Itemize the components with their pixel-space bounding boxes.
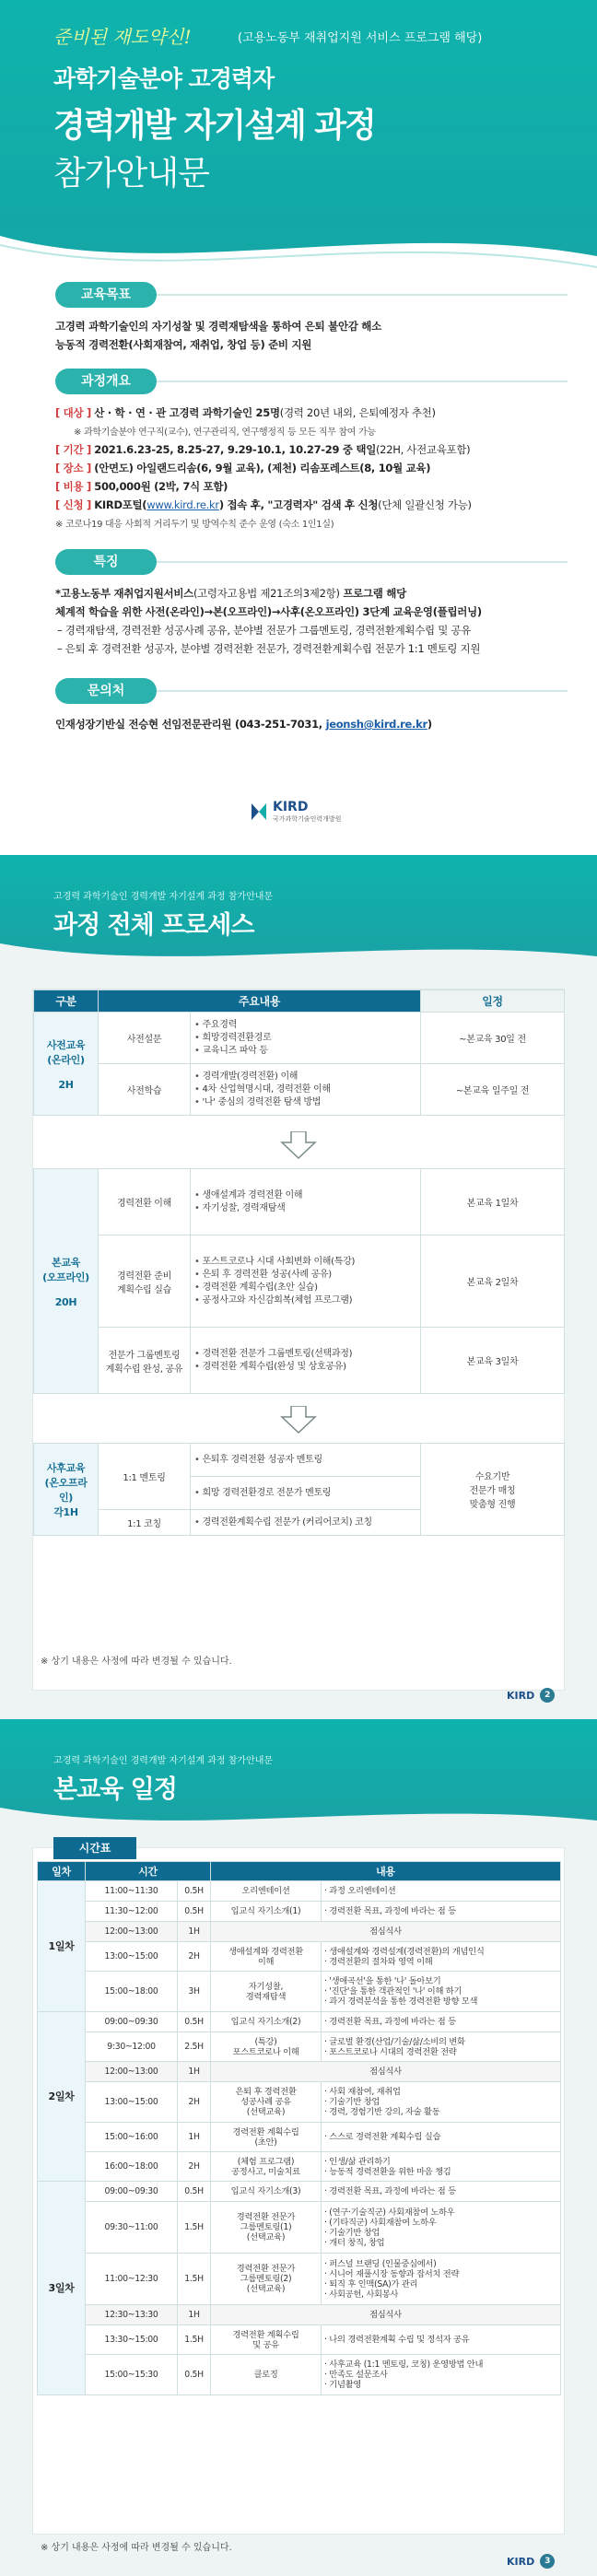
section-label-features: 특징 xyxy=(55,549,157,575)
col-header: 내용 xyxy=(211,1862,561,1881)
hours-cell: 1H xyxy=(178,1922,211,1942)
content-line: · 사후교육 (1:1 멘토링, 코칭) 운영방법 안내 xyxy=(324,2359,484,2370)
wave-decoration xyxy=(0,934,597,971)
page-cover xyxy=(0,0,597,855)
schedule-row xyxy=(38,2123,561,2152)
content-line: · 과거 경력분석을 통한 경력전환 방향 모색 xyxy=(324,1996,478,2007)
page-kicker: 고경력 과학기술인 경력개발 자기설계 과정 참가안내문 xyxy=(53,1756,274,1766)
content-line: · 사회공헌, 사회봉사 xyxy=(324,2289,399,2300)
script-title: 준비된 재도약신! xyxy=(53,26,192,48)
kird-mark-icon xyxy=(249,802,269,822)
time-cell: 15:00~18:00 xyxy=(86,1972,178,2012)
schedule-row xyxy=(38,2182,561,2202)
content-line: · 퍼스널 브랜딩 (인물중심에서) xyxy=(324,2258,437,2269)
down-arrow-icon xyxy=(280,1406,317,1434)
schedule-row xyxy=(38,2082,561,2123)
time-cell: 11:00~11:30 xyxy=(86,1881,178,1902)
content-line: · 나의 경력전환계획 수립 및 정석자 공유 xyxy=(324,2335,470,2345)
topic-cell: (특강) 포스트코로나 이해 xyxy=(211,2032,322,2062)
stage-content: • 경력전환계획수립 전문가 (커리어코치) 코칭 xyxy=(191,1510,421,1536)
divider xyxy=(157,561,568,563)
content-line: · '진단'을 통한 객관적인 '나' 이해 하기 xyxy=(324,1986,462,1996)
hours-cell: 3H xyxy=(178,1972,211,2012)
hours-cell: 1.5H xyxy=(178,2254,211,2305)
change-note: ※ 상기 내용은 사정에 따라 변경될 수 있습니다. xyxy=(41,1657,232,1667)
topic-cell: 입교식 자기소개(3) xyxy=(211,2182,322,2202)
stage-schedule: 수요기반 전문가 매칭 맞춤형 진행 xyxy=(421,1444,565,1536)
topic-cell: 오리엔테이션 xyxy=(211,1881,322,1902)
hours-cell: 0.5H xyxy=(178,2012,211,2032)
stage-item: 1:1 멘토링 xyxy=(99,1444,191,1510)
stage-content: • 경력개발(경력전환) 이해 • 4차 산업혁명시대, 경력전환 이해 • '나' 중심의 경력전환 탐색 방법 xyxy=(191,1064,421,1116)
feature-line: – 은퇴 후 경력전환 성공자, 분야별 경력전환 전문가, 경력전환계획수립 전문가 1:1 멘토링 지원 xyxy=(57,642,481,655)
col-header: 일차 xyxy=(38,1862,86,1881)
col-header: 시간 xyxy=(86,1862,211,1881)
content-line: · 기술기반 창업 xyxy=(324,2227,380,2238)
hours-cell: 2.5H xyxy=(178,2032,211,2062)
divider xyxy=(157,690,568,692)
content-line: · (연구·기술직군) 사회재참여 노하우 xyxy=(324,2207,455,2218)
col-header: 주요내용 xyxy=(99,990,421,1013)
hours-cell: 1H xyxy=(178,2062,211,2082)
content-line: · 스스로 경력전환 계획수립 실습 xyxy=(324,2132,441,2142)
schedule-row xyxy=(38,2032,561,2062)
stage-schedule: ~본교육 일주일 전 xyxy=(421,1064,565,1116)
content-line: · 기술기반 창업 xyxy=(324,2097,380,2107)
goal-line: 고경력 과학기술인의 자기성찰 및 경력재탐색을 통하여 은퇴 불안감 해소 xyxy=(55,320,381,333)
content-line: · 퇴직 후 인맥(SA)가 관리 xyxy=(324,2278,418,2289)
stage-item: 사전설문 xyxy=(99,1013,191,1064)
content-line: · 생애설계와 경력설계(경력전환)의 개념인식 xyxy=(324,1946,485,1957)
feature-line: 체계적 학습을 위한 사전(온라인)→본(오프라인)→사후(온오프라인) 3단계 교육운영(플립러닝) xyxy=(55,605,482,618)
page-title: 과정 전체 프로세스 xyxy=(53,911,254,940)
content-cell xyxy=(322,1972,561,2012)
topic-cell: 생애설계와 경력전환 이해 xyxy=(211,1942,322,1972)
schedule-hero xyxy=(0,1719,597,1830)
stage-schedule: 본교육 3일차 xyxy=(421,1328,565,1394)
content-cell xyxy=(322,1942,561,1972)
topic-cell: 자기성찰, 경력재탐색 xyxy=(211,1972,322,2012)
time-cell: 12:00~13:00 xyxy=(86,2062,178,2082)
content-line: · '생애곡선'을 통한 '나' 돌아보기 xyxy=(324,1976,441,1986)
overview-cost: [ 비용 ] 500,000원 (2박, 7식 포함) xyxy=(55,480,228,493)
content-line: · 경력, 경험기반 강의, 자술 활동 xyxy=(324,2107,440,2117)
divider xyxy=(157,294,568,296)
stage-item: 사전학습 xyxy=(99,1064,191,1116)
topic-cell: 입교식 자기소개(2) xyxy=(211,2012,322,2032)
topic-cell: 경력전환 계획수립 및 공유 xyxy=(211,2325,322,2355)
lunch-cell: 점심식사 xyxy=(211,1922,561,1942)
time-cell: 16:00~18:00 xyxy=(86,2152,178,2182)
content-cell xyxy=(322,2012,561,2032)
stage-item: 전문가 그룹멘토링 계획수립 완성, 공유 xyxy=(99,1328,191,1394)
stage-content: • 경력전환 전문가 그룹멘토링(선택과정) • 경력전환 계획수립(완성 및 상호공유) xyxy=(191,1328,421,1394)
stage-content: • 생애설계과 경력전환 이해 • 자기성찰, 경력재탐색 xyxy=(191,1169,421,1235)
overview-apply: [ 신청 ] KIRD포털(www.kird.re.kr) 접속 후, "고경력자" 검색 후 신청(단체 일괄신청 가능) xyxy=(55,498,472,511)
stage-content: • 은퇴후 경력전환 성공자 멘토링 xyxy=(191,1444,421,1477)
content-cell xyxy=(322,2182,561,2202)
kird-logo: KIRD 국가과학기술인력개발원 xyxy=(249,800,341,824)
topic-cell: 클로징 xyxy=(211,2355,322,2395)
content-line: · 글로벌 환경(산업/기술/삶/소비의 변화 xyxy=(324,2036,465,2047)
topic-cell: 경력전환 계획수립 (초안) xyxy=(211,2123,322,2152)
content-line: · 기념촬영 xyxy=(324,2380,362,2390)
content-line: · 인생/삶 관리하기 xyxy=(324,2156,391,2167)
hours-cell: 2H xyxy=(178,2082,211,2123)
topic-cell: 경력전환 전문가 그룹멘토링(1) (선택교육) xyxy=(211,2202,322,2254)
section-label-contact: 문의처 xyxy=(55,678,157,704)
section-label-overview: 과정개요 xyxy=(55,369,157,394)
content-line: · 포스트코로나 시대의 경력전환 전략 xyxy=(324,2046,457,2057)
section-label-goal: 교육목표 xyxy=(55,282,157,308)
stage-item: 1:1 코칭 xyxy=(99,1510,191,1536)
schedule-row xyxy=(38,2152,561,2182)
schedule-row xyxy=(38,2305,561,2325)
hours-cell: 0.5H xyxy=(178,2355,211,2395)
schedule-row xyxy=(38,1972,561,2012)
lunch-cell: 점심식사 xyxy=(211,2305,561,2325)
stage-schedule: 본교육 1일차 xyxy=(421,1169,565,1235)
time-cell: 13:00~15:00 xyxy=(86,1942,178,1972)
time-cell: 12:30~13:30 xyxy=(86,2305,178,2325)
hours-cell: 2H xyxy=(178,2152,211,2182)
page-process xyxy=(0,855,597,1719)
content-cell xyxy=(322,2032,561,2062)
day-cell: 1일차 xyxy=(38,1881,86,2012)
schedule-row xyxy=(38,2355,561,2395)
hours-cell: 0.5H xyxy=(178,1902,211,1922)
stage-schedule: 본교육 2일차 xyxy=(421,1235,565,1328)
hours-cell: 1.5H xyxy=(178,2202,211,2254)
feature-line: *고용노동부 재취업지원서비스(고령자고용법 제21조의3제2항) 프로그램 해당 xyxy=(55,587,406,600)
content-line: · 능동적 경력전환을 위한 마음 챙김 xyxy=(324,2166,451,2177)
schedule-row xyxy=(38,2325,561,2355)
hours-cell: 2H xyxy=(178,1942,211,1972)
hours-cell: 1H xyxy=(178,2305,211,2325)
title-line2: 경력개발 자기설계 과정 xyxy=(53,107,375,145)
feature-line: – 경력재탐색, 경력전환 성공사례 공유, 분야별 전문가 그룹멘토링, 경력전환계획수립 및 공유 xyxy=(57,624,472,637)
schedule-table xyxy=(37,1861,560,2395)
page-number: 2 xyxy=(540,1688,555,1703)
hours-cell: 0.5H xyxy=(178,2182,211,2202)
overview-period: [ 기간 ] 2021.6.23-25, 8.25-27, 9.29-10.1, 10.27-29 중 택일(22H, 사전교육포함) xyxy=(55,443,471,456)
content-line: · 경력전환의 절차와 영역 이해 xyxy=(324,1956,433,1967)
time-cell: 15:00~16:00 xyxy=(86,2123,178,2152)
overview-place: [ 장소 ] (안면도) 아일랜드리솜(6, 9월 교육), (제천) 리솜포레스트(8, 10월 교육) xyxy=(55,462,431,474)
schedule-row xyxy=(38,1922,561,1942)
content-line: · 사회 재참여, 재취업 xyxy=(324,2087,401,2097)
page-footer: KIRD 3 xyxy=(507,2554,555,2569)
content-cell xyxy=(322,1881,561,1902)
schedule-row xyxy=(38,1902,561,1922)
schedule-row xyxy=(38,2202,561,2254)
time-cell: 11:00~12:30 xyxy=(86,2254,178,2305)
page-title: 본교육 일정 xyxy=(53,1775,177,1804)
goal-line: 능동적 경력전환(사회재참여, 재취업, 창업 등) 준비 지원 xyxy=(55,338,312,351)
timetable-tab: 시간표 xyxy=(53,1837,136,1859)
lunch-cell: 점심식사 xyxy=(211,2062,561,2082)
contact-line: 인재성장기반실 전승현 선임전문관리원 (043-251-7031, jeonsh@kird.re.kr) xyxy=(55,718,432,731)
portal-link[interactable]: www.kird.re.kr xyxy=(146,498,219,511)
script-subtitle: (고용노동부 재취업지원 서비스 프로그램 해당) xyxy=(238,31,483,45)
content-cell xyxy=(322,2082,561,2123)
time-cell: 9:30~12:00 xyxy=(86,2032,178,2062)
time-cell: 13:00~15:00 xyxy=(86,2082,178,2123)
schedule-rows xyxy=(38,1881,561,2395)
content-line: · 과정 오리엔테이션 xyxy=(324,1886,396,1896)
process-hero xyxy=(0,855,597,966)
title-line3: 참가안내문 xyxy=(53,155,209,193)
content-line: · 시니어 재풀시장 동향과 잡서치 전략 xyxy=(324,2268,460,2279)
content-line: · 경력전환 목표, 과정에 바라는 점 등 xyxy=(324,2186,456,2196)
hours-cell: 0.5H xyxy=(178,1881,211,1902)
divider xyxy=(157,381,568,382)
schedule-row xyxy=(38,1942,561,1972)
stage-content: • 주요경력 • 희망경력전환경로 • 교육니즈 파악 등 xyxy=(191,1013,421,1064)
process-table xyxy=(33,989,564,1116)
stage-item: 경력전환 이해 xyxy=(99,1169,191,1235)
schedule-row xyxy=(38,2062,561,2082)
stage-post: 사후교육 (온오프라인) 각1H xyxy=(34,1444,99,1536)
stage-main: 본교육 (오프라인) 20H xyxy=(34,1169,99,1394)
stage-item: 경력전환 준비 계획수립 실습 xyxy=(99,1235,191,1328)
content-line: · 경력전환 목표, 과정에 바라는 점 등 xyxy=(324,1906,456,1916)
topic-cell: 경력전환 전문가 그룹멘토링(2) (선택교육) xyxy=(211,2254,322,2305)
content-cell xyxy=(322,2254,561,2305)
overview-target-note: ※ 과학기술분야 연구직(교수), 연구관리직, 연구행정직 등 모든 직무 참여 가능 xyxy=(74,427,376,438)
col-header: 일정 xyxy=(421,990,565,1013)
schedule-row xyxy=(38,1881,561,1902)
content-cell xyxy=(322,2123,561,2152)
stage-schedule: ~본교육 30일 전 xyxy=(421,1013,565,1064)
content-line: · 경력전환 목표, 과정에 바라는 점 등 xyxy=(324,2017,456,2027)
stage-pre: 사전교육 (온라인) 2H xyxy=(34,1013,99,1116)
stage-content: • 희망 경력전환경로 전문가 멘토링 xyxy=(191,1477,421,1510)
content-line: · (기타직군) 사회재참여 노하우 xyxy=(324,2217,437,2228)
wave-decoration xyxy=(0,217,597,282)
schedule-row xyxy=(38,2012,561,2032)
covid-note: ※ 코로나19 대응 사회적 거리두기 및 방역수칙 준수 운영 (숙소 1인1실) xyxy=(55,520,334,530)
time-cell: 09:00~09:30 xyxy=(86,2012,178,2032)
change-note: ※ 상기 내용은 사정에 따라 변경될 수 있습니다. xyxy=(41,2543,232,2553)
page-footer: KIRD 2 xyxy=(507,1688,555,1703)
page-kicker: 고경력 과학기술인 경력개발 자기설계 과정 참가안내문 xyxy=(53,892,274,902)
hours-cell: 1.5H xyxy=(178,2325,211,2355)
day-cell: 2일차 xyxy=(38,2012,86,2182)
topic-cell: 은퇴 후 경력전환 성공사례 공유 (선택교육) xyxy=(211,2082,322,2123)
page-number: 3 xyxy=(540,2554,555,2569)
hours-cell: 1H xyxy=(178,2123,211,2152)
wave-decoration xyxy=(0,1798,597,1835)
stage-content: • 포스트코로나 시대 사회변화 이해(특강) • 은퇴 후 경력전환 성공(사례 공유) • 경력전환 계획수립(초안 실습) • 공정사고와 자신감회복(체험 프로그램) xyxy=(191,1235,421,1328)
content-line: · 만족도 설문조사 xyxy=(324,2370,388,2380)
topic-cell: 입교식 자기소개(1) xyxy=(211,1902,322,1922)
time-cell: 11:30~12:00 xyxy=(86,1902,178,1922)
time-cell: 12:00~13:00 xyxy=(86,1922,178,1942)
title-line1: 과학기술분야 고경력자 xyxy=(53,65,275,92)
process-table-post xyxy=(33,1443,564,1536)
time-cell: 13:30~15:00 xyxy=(86,2325,178,2355)
overview-target: [ 대상 ] 산 · 학 · 연 · 관 고경력 과학기술인 25명(경력 20년 내외, 은퇴예정자 추천) xyxy=(55,406,436,419)
page-schedule xyxy=(0,1719,597,2576)
content-cell xyxy=(322,2152,561,2182)
topic-cell: (체험 프로그램) 공정사고, 미술치료 xyxy=(211,2152,322,2182)
content-cell xyxy=(322,2202,561,2254)
time-cell: 15:00~15:30 xyxy=(86,2355,178,2395)
content-line: · 개터 창직, 창업 xyxy=(324,2237,385,2248)
col-header: 구분 xyxy=(34,990,99,1013)
contact-email-link[interactable]: jeonsh@kird.re.kr xyxy=(325,718,427,731)
schedule-row xyxy=(38,2254,561,2305)
process-table-main xyxy=(33,1168,564,1394)
content-cell xyxy=(322,2355,561,2395)
time-cell: 09:30~11:00 xyxy=(86,2202,178,2254)
day-cell: 3일차 xyxy=(38,2182,86,2395)
content-cell xyxy=(322,2325,561,2355)
time-cell: 09:00~09:30 xyxy=(86,2182,178,2202)
down-arrow-icon xyxy=(280,1131,317,1159)
content-cell xyxy=(322,1902,561,1922)
